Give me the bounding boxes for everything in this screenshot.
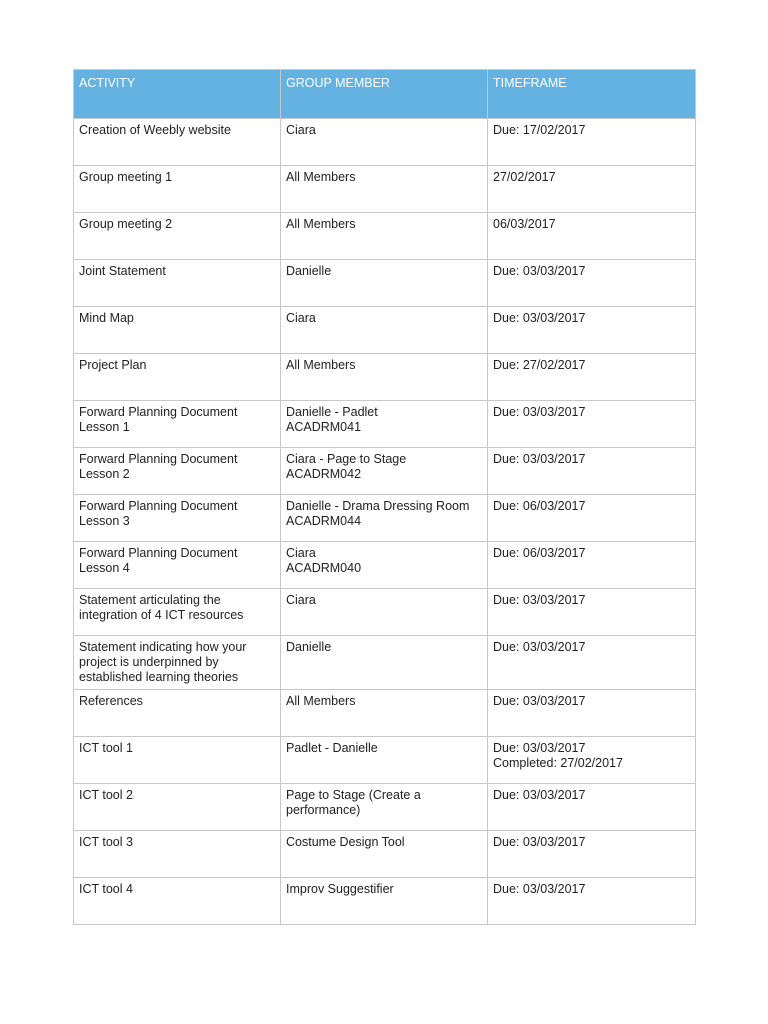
table-row — [74, 784, 696, 831]
timeframe-cell: Due: 03/03/2017 — [488, 589, 696, 636]
timeframe-cell: Due: 03/03/2017 — [488, 401, 696, 448]
member-cell: Ciara ACADRM040 — [281, 542, 488, 589]
timeframe-cell: 06/03/2017 — [488, 213, 696, 260]
table-row — [74, 636, 696, 690]
timeframe-cell: Due: 06/03/2017 — [488, 495, 696, 542]
table-row — [74, 354, 696, 401]
table-row — [74, 495, 696, 542]
header-group-member: GROUP MEMBER — [281, 70, 488, 119]
member-cell: All Members — [281, 213, 488, 260]
activity-cell: ICT tool 4 — [74, 878, 281, 925]
timeframe-cell: Due: 03/03/2017 — [488, 878, 696, 925]
member-cell: All Members — [281, 690, 488, 737]
member-cell: Ciara — [281, 119, 488, 166]
activity-cell: Forward Planning Document Lesson 1 — [74, 401, 281, 448]
timeframe-cell: Due: 27/02/2017 — [488, 354, 696, 401]
activity-cell: Forward Planning Document Lesson 2 — [74, 448, 281, 495]
table-row — [74, 119, 696, 166]
table-row — [74, 307, 696, 354]
member-cell: Danielle - Padlet ACADRM041 — [281, 401, 488, 448]
timeframe-cell: Due: 03/03/2017 — [488, 690, 696, 737]
member-cell: All Members — [281, 354, 488, 401]
activity-cell: ICT tool 3 — [74, 831, 281, 878]
project-plan-table — [73, 69, 696, 925]
member-cell: Padlet - Danielle — [281, 737, 488, 784]
table-row — [74, 542, 696, 589]
table-row — [74, 831, 696, 878]
table-row — [74, 589, 696, 636]
activity-cell: Project Plan — [74, 354, 281, 401]
activity-cell: Group meeting 2 — [74, 213, 281, 260]
header-activity: ACTIVITY — [74, 70, 281, 119]
member-cell: Danielle — [281, 636, 488, 690]
timeframe-cell: Due: 03/03/2017 — [488, 307, 696, 354]
timeframe-cell: Due: 03/03/2017 — [488, 784, 696, 831]
activity-cell: Creation of Weebly website — [74, 119, 281, 166]
activity-cell: Forward Planning Document Lesson 4 — [74, 542, 281, 589]
timeframe-cell: Due: 03/03/2017 — [488, 260, 696, 307]
activity-cell: Joint Statement — [74, 260, 281, 307]
timeframe-cell: Due: 17/02/2017 — [488, 119, 696, 166]
table-row — [74, 260, 696, 307]
timeframe-cell: Due: 03/03/2017 — [488, 636, 696, 690]
activity-cell: ICT tool 2 — [74, 784, 281, 831]
table-row — [74, 401, 696, 448]
member-cell: All Members — [281, 166, 488, 213]
table-row — [74, 213, 696, 260]
timeframe-cell: Due: 06/03/2017 — [488, 542, 696, 589]
table-row — [74, 448, 696, 495]
header-timeframe: TIMEFRAME — [488, 70, 696, 119]
table-body — [74, 119, 696, 925]
timeframe-cell: Due: 03/03/2017 — [488, 831, 696, 878]
table-row — [74, 878, 696, 925]
header-row — [74, 70, 696, 119]
activity-cell: Mind Map — [74, 307, 281, 354]
activity-cell: Forward Planning Document Lesson 3 — [74, 495, 281, 542]
timeframe-cell: 27/02/2017 — [488, 166, 696, 213]
table-row — [74, 166, 696, 213]
member-cell: Ciara — [281, 589, 488, 636]
member-cell: Ciara - Page to Stage ACADRM042 — [281, 448, 488, 495]
member-cell: Page to Stage (Create a performance) — [281, 784, 488, 831]
member-cell: Improv Suggestifier — [281, 878, 488, 925]
activity-cell: References — [74, 690, 281, 737]
table-row — [74, 690, 696, 737]
activity-cell: Statement articulating the integration of 4 ICT resources — [74, 589, 281, 636]
timeframe-cell: Due: 03/03/2017 — [488, 448, 696, 495]
member-cell: Ciara — [281, 307, 488, 354]
activity-cell: Group meeting 1 — [74, 166, 281, 213]
timeframe-cell: Due: 03/03/2017 Completed: 27/02/2017 — [488, 737, 696, 784]
table-header — [74, 70, 696, 119]
table-row — [74, 737, 696, 784]
activity-cell: Statement indicating how your project is underpinned by established learning theories — [74, 636, 281, 690]
activity-cell: ICT tool 1 — [74, 737, 281, 784]
member-cell: Danielle - Drama Dressing Room ACADRM044 — [281, 495, 488, 542]
member-cell: Danielle — [281, 260, 488, 307]
member-cell: Costume Design Tool — [281, 831, 488, 878]
